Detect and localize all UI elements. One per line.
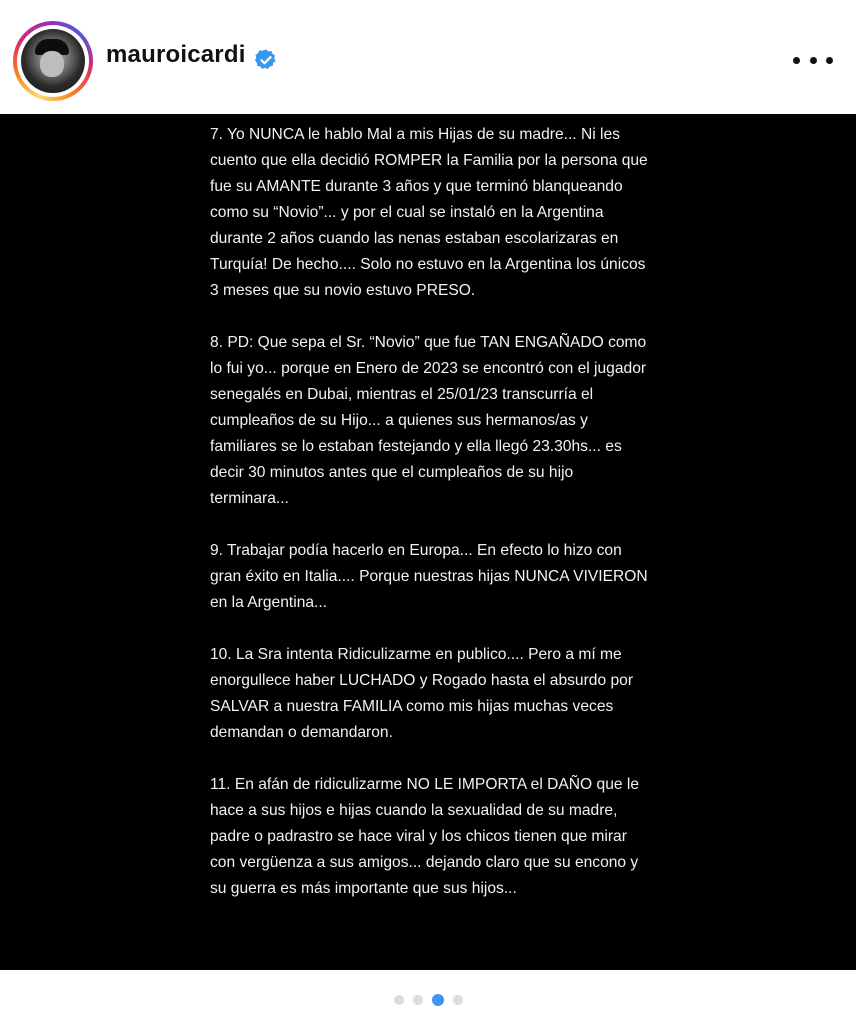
carousel-dot-4[interactable] bbox=[453, 995, 463, 1005]
paragraph-11: 11. En afán de ridiculizarme NO LE IMPORTA el DAÑO que le hace a sus hijos e hijas cuando la sexualidad de su madre, padre o padrastro se hace viral y los chicos tienen que mirar con vergüenza a sus amigos... dejando claro que su encono y su guerra es más importante que sus hijos... bbox=[210, 776, 640, 897]
more-dot-icon bbox=[810, 57, 817, 64]
carousel-dot-2[interactable] bbox=[413, 995, 423, 1005]
carousel-dot-1[interactable] bbox=[394, 995, 404, 1005]
paragraph-7: 7. Yo NUNCA le hablo Mal a mis Hijas de su madre... Ni les cuento que ella decidió ROMPER la Familia por la persona que fue su AMANTE durante 3 años y que terminó blanqueando como su “Novio”... y por el cual se instaló en la Argentina durante 2 años cuando las nenas estaban escolarizaras en Turquía! De hecho.... Solo no estuvo en la Argentina los únicos 3 meses que su novio estuvo PRESO. bbox=[210, 126, 648, 299]
verified-badge-icon bbox=[254, 48, 278, 72]
avatar-gap bbox=[17, 25, 89, 97]
more-dot-icon bbox=[793, 57, 800, 64]
avatar[interactable] bbox=[21, 29, 85, 93]
username[interactable]: mauroicardi bbox=[106, 41, 246, 68]
carousel-indicator bbox=[0, 993, 856, 1007]
post-image[interactable] bbox=[0, 114, 856, 970]
more-dot-icon bbox=[826, 57, 833, 64]
post-text-block bbox=[210, 122, 650, 902]
story-ring[interactable] bbox=[13, 21, 93, 101]
paragraph-10: 10. La Sra intenta Ridiculizarme en publico.... Pero a mí me enorgullece haber LUCHADO y Rogado hasta el absurdo por SALVAR a nuestra FAMILIA como mis hijas muchas veces demandan o demandaron. bbox=[210, 646, 634, 741]
avatar-face-shape bbox=[40, 51, 64, 77]
post-header bbox=[0, 0, 856, 114]
carousel-dot-3-active[interactable] bbox=[432, 994, 444, 1006]
paragraph-9: 9. Trabajar podía hacerlo en Europa... En efecto lo hizo con gran éxito en Italia.... Porque nuestras hijas NUNCA VIVIERON en la Argentina... bbox=[210, 542, 648, 611]
more-options-button[interactable] bbox=[793, 48, 833, 72]
paragraph-8: 8. PD: Que sepa el Sr. “Novio” que fue TAN ENGAÑADO como lo fui yo... porque en Enero de 2023 se encontró con el jugador senegalés en Dubai, mientras el 25/01/23 transcurría el cumpleaños de su Hijo... a quienes sus hermanos/as y familiares se lo estaban festejando y ella llegó 23.30hs... es decir 30 minutos antes que el cumpleaños de su hijo terminara... bbox=[210, 334, 647, 507]
